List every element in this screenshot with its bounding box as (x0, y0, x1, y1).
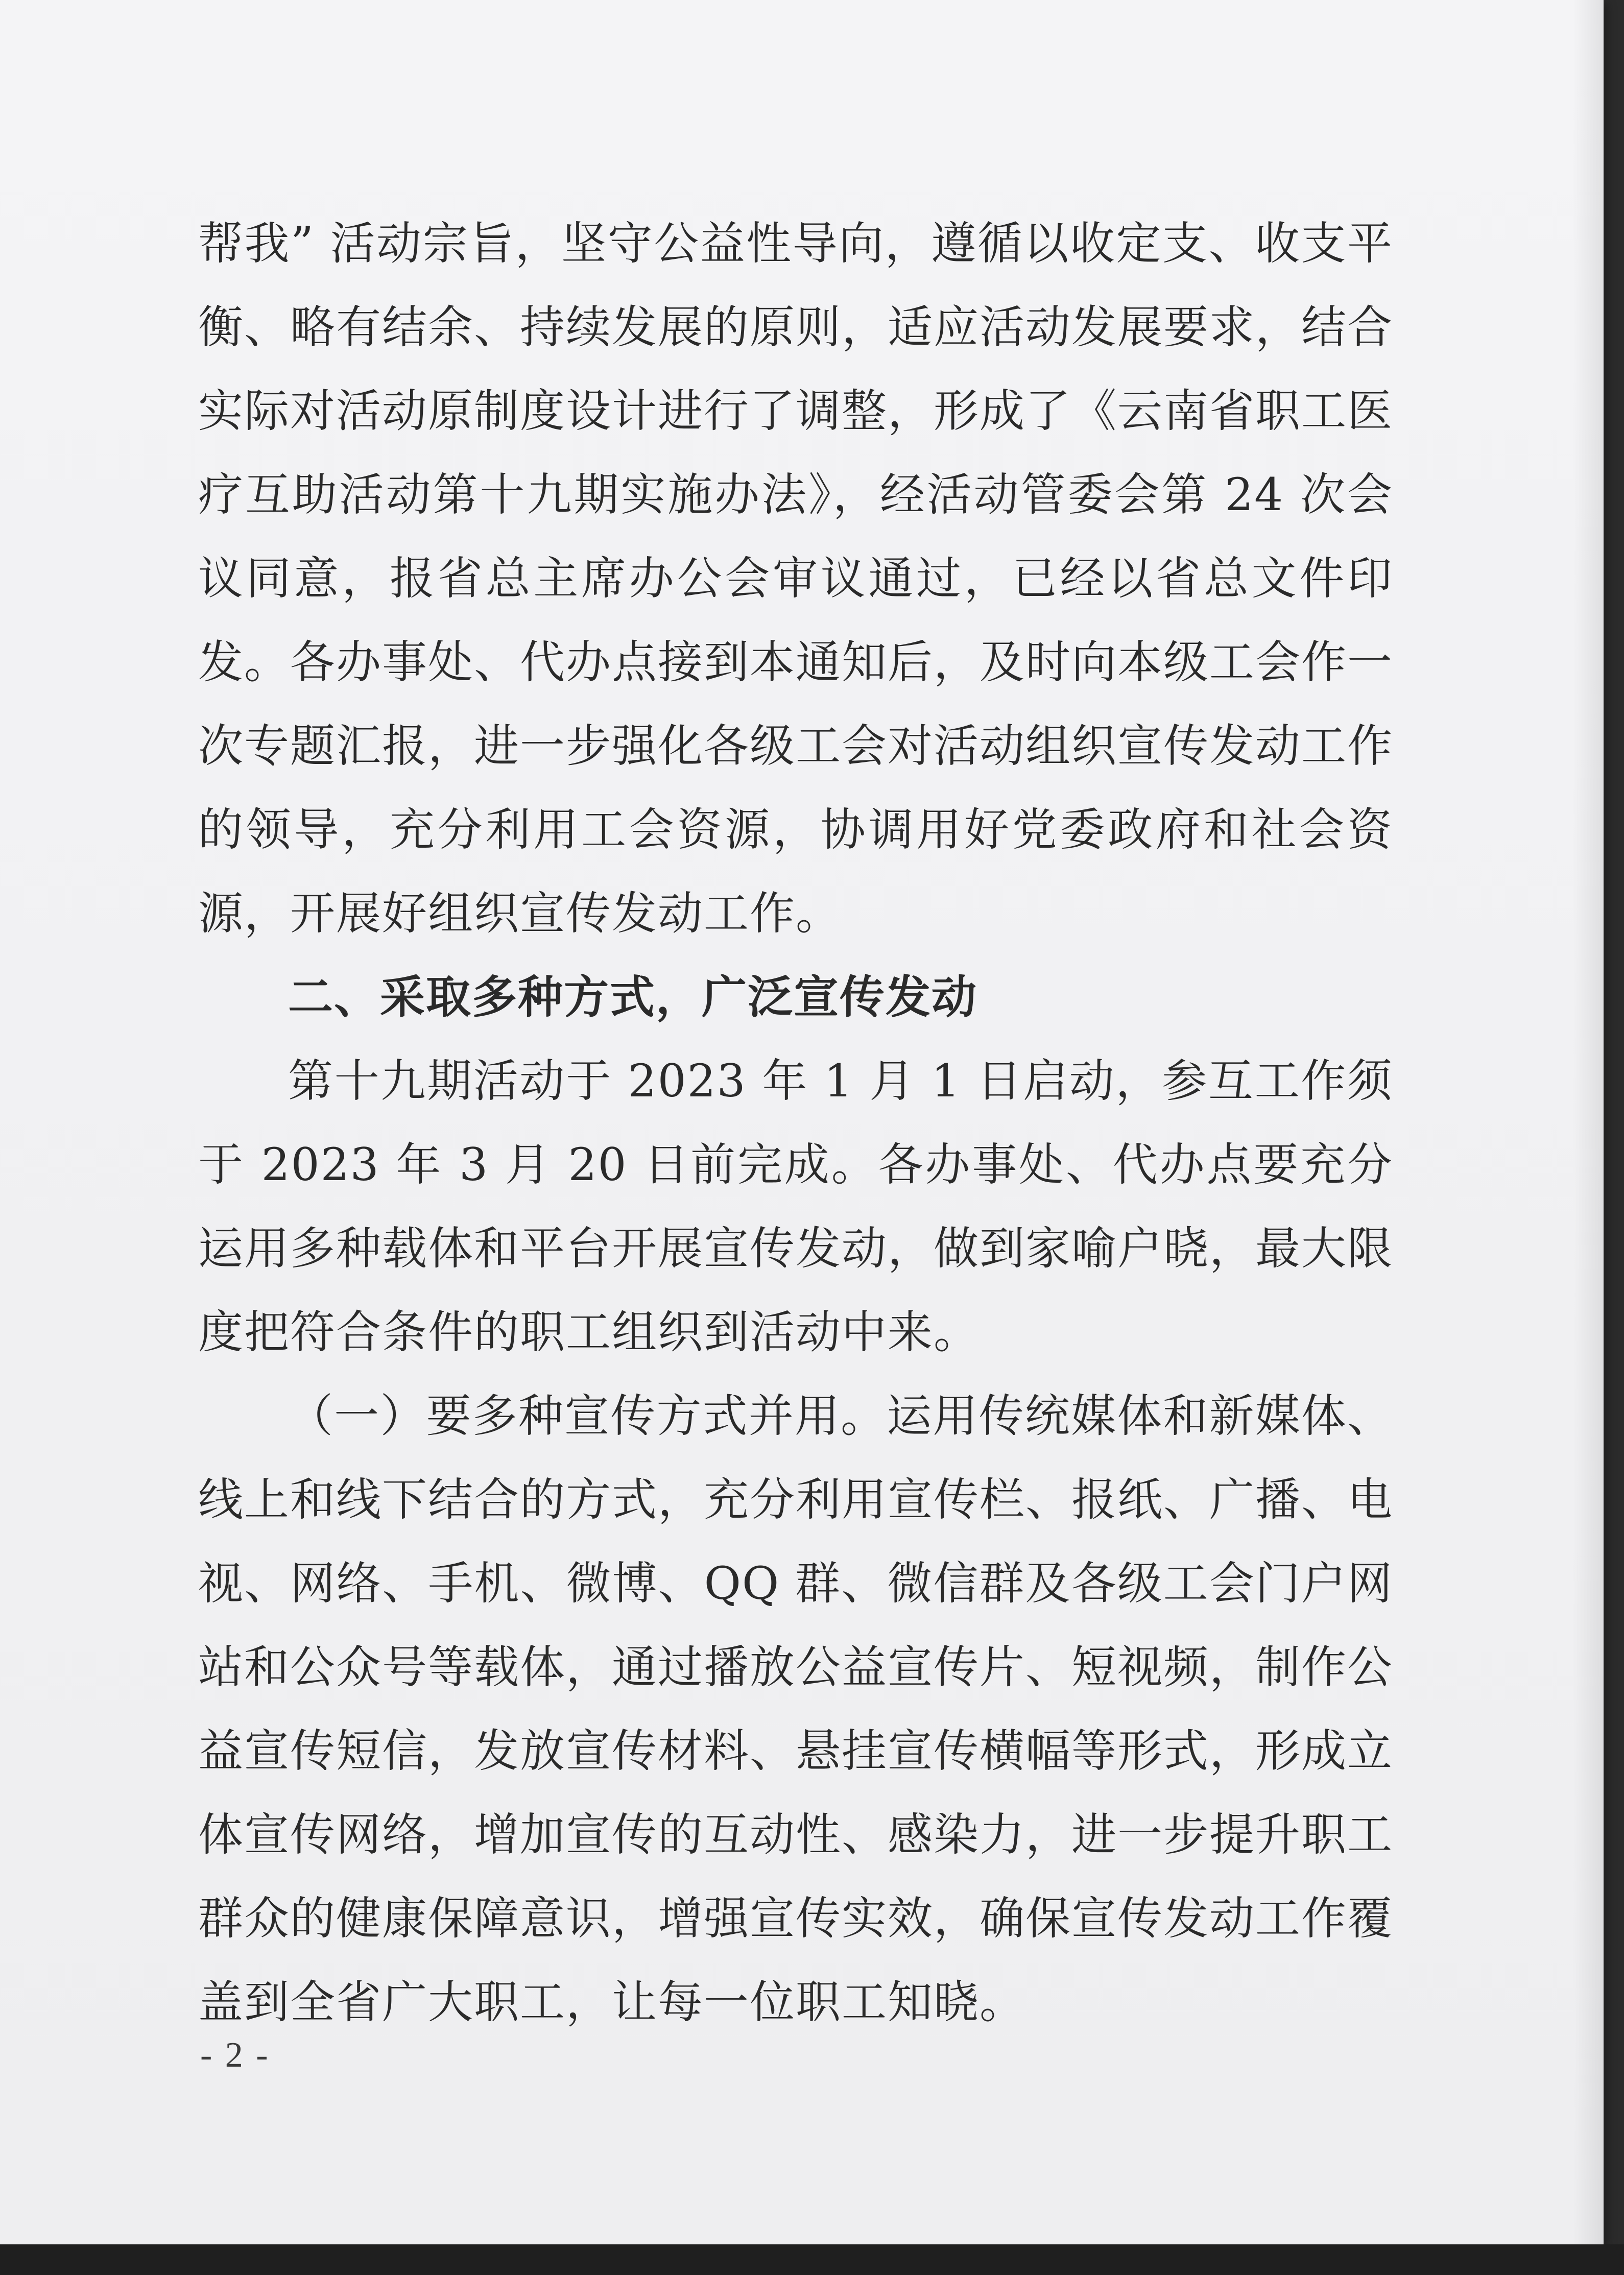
document-body (198, 202, 1393, 2044)
section-heading: 二、采取多种方式，广泛宣传发动 (288, 971, 978, 1023)
paragraph-continuation: 帮我” 活动宗旨，坚守公益性导向，遵循以收定支、收支平衡、略有结余、持续发展的原则，适应活动发展要求，结合实际对活动原制度设计进行了调整，形成了《云南省职工医疗互助活动第十九期实施办法》，经活动管委会第 24 次会议同意，报省总主席办公会审议通过，已经以省总文件印发。各办事处、代办点接到本通知后，及时向本级工会作一次专题汇报，进一步强化各级工会对活动组织宣传发动工作的领导，充分利用工会资源，协调用好党委政府和社会资源，开展好组织宣传发动工作。 (198, 217, 1394, 940)
page-number: - 2 - (200, 2035, 270, 2075)
paragraph-publicity-methods: （一）要多种宣传方式并用。运用传统媒体和新媒体、线上和线下结合的方式，充分利用宣传栏、报纸、广播、电视、网络、手机、微博、QQ 群、微信群及各级工会门户网站和公众号等载体，通过播放公益宣传片、短视频，制作公益宣传短信，发放宣传材料、悬挂宣传横幅等形式，形成立体宣传网络，增加宣传的互动性、感染力，进一步提升职工群众的健康保障意识，增强宣传实效，确保宣传发动工作覆盖到全省广大职工，让每一位职工知晓。 (198, 1390, 1394, 2028)
paragraph-schedule: 第十九期活动于 2023 年 1 月 1 日启动，参互工作须于 2023 年 3 月 20 日前完成。各办事处、代办点要充分运用多种载体和平台开展宣传发动，做到家喻户晓，最大限度把符合条件的职工组织到活动中来。 (198, 1055, 1394, 1358)
scan-background-edge (0, 2244, 1624, 2275)
